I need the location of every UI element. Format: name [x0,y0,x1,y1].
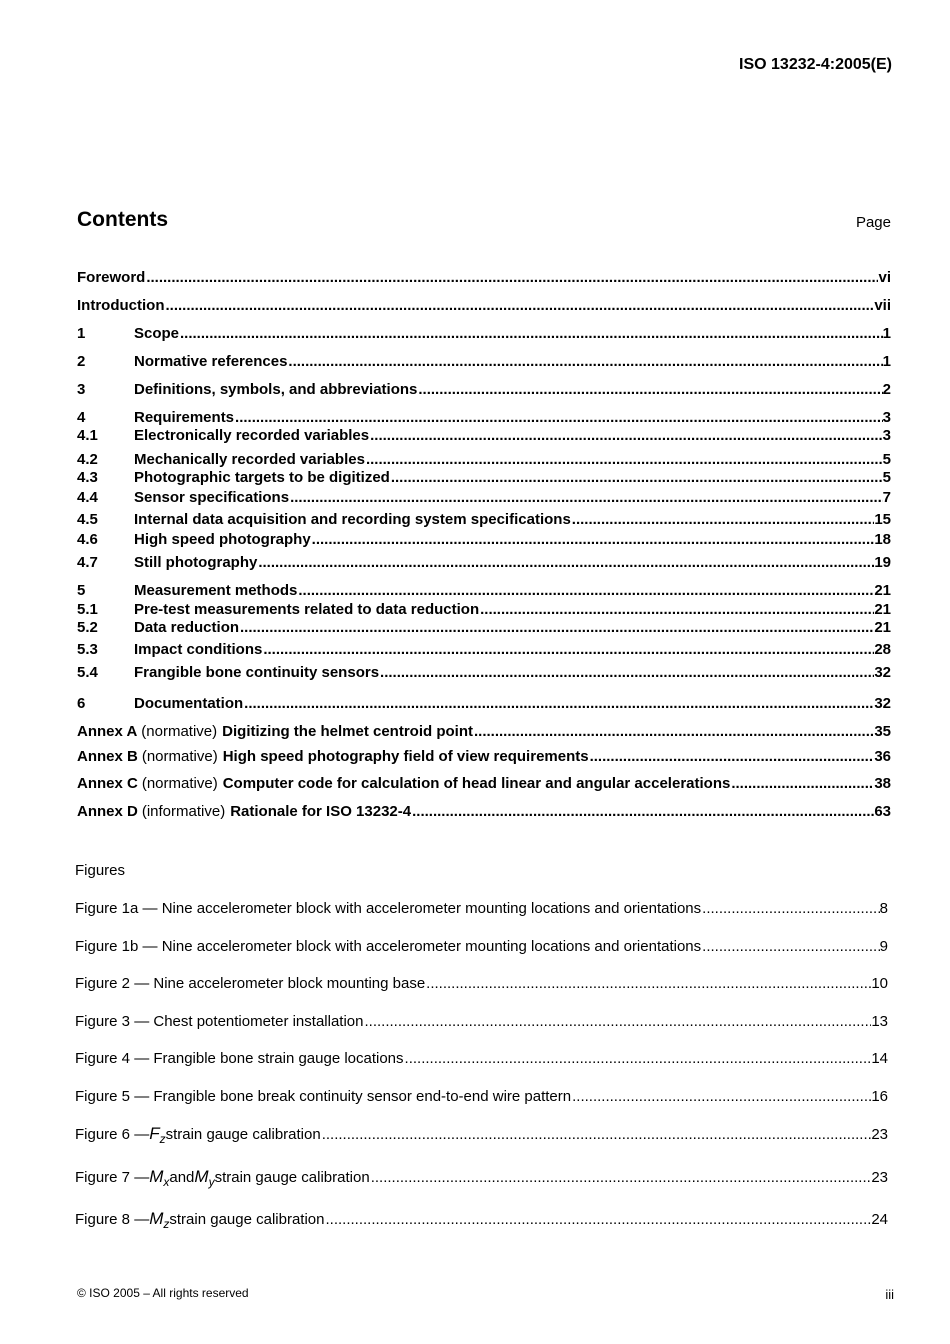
figure-entry-title: Figure 4 — Frangible bone strain gauge locations [75,1050,404,1067]
figures-heading: Figures [75,862,126,879]
toc-entry-title: Pre-test measurements related to data reduction [134,601,480,618]
toc-entry-page: 19 [874,554,891,571]
page-number: iii [885,1287,894,1302]
figure-entry-page: 24 [871,1211,888,1228]
figure-symbol-subscript: z [163,1217,170,1231]
annex-page: 38 [874,775,891,792]
toc-entry-5-3[interactable] [77,641,891,659]
figure-entry-page: 13 [871,1013,888,1030]
figure-entry-title: Figure 3 — Chest potentiometer installation [75,1013,364,1030]
toc-entry-number: 4.1 [77,427,98,444]
toc-entry-title: Internal data acquisition and recording system specifications [134,511,571,528]
toc-entry-title: Definitions, symbols, and abbreviations [134,381,418,398]
figure-entry-2[interactable] [75,975,888,993]
figure-entry-title: Figure 1a — Nine accelerometer block with accelerometer mounting locations and orientations [75,900,702,917]
figure-entry-page: 16 [871,1088,888,1105]
toc-entry-number: 5 [77,582,86,599]
toc-entry-page: 2 [882,381,891,398]
toc-entry-number: 6 [77,695,86,712]
toc-entry-page: 28 [874,641,891,658]
figure-entry-8[interactable] [75,1210,888,1229]
toc-entry-3[interactable] [77,381,891,399]
figure-entry-page: 10 [871,975,888,992]
toc-entry-5-1[interactable] [77,601,891,619]
toc-entry-title: Sensor specifications [134,489,290,506]
toc-entry-title: Scope [134,325,180,342]
toc-entry-1[interactable] [77,325,891,343]
annex-status: (normative) [141,748,218,765]
figure-entry-prefix: Figure 6 — [75,1126,150,1143]
toc-entry-title: Photographic targets to be digitized [134,469,390,486]
toc-entry-4-3[interactable] [77,469,891,487]
toc-entry-5[interactable] [77,582,891,600]
figure-entry-suffix: strain gauge calibration [165,1126,321,1143]
figure-entry-title: Figure 1b — Nine accelerometer block with accelerometer mounting locations and orientations [75,938,702,955]
toc-entry-title: Data reduction [134,619,240,636]
toc-entry-number: 1 [77,325,86,342]
figure-entry-title: Figure 5 — Frangible bone break continuity sensor end-to-end wire pattern [75,1088,572,1105]
toc-entry-5-2[interactable] [77,619,891,637]
figure-symbol: F [149,1124,160,1143]
toc-entry-title: Requirements [134,409,235,426]
figure-entry-page: 8 [879,900,888,917]
copyright-notice: © ISO 2005 – All rights reserved [77,1286,249,1300]
toc-annex-c[interactable] [77,775,891,793]
annex-page: 36 [874,748,891,765]
toc-entry-4-5[interactable] [77,511,891,529]
figure-entry-3[interactable] [75,1013,888,1031]
toc-entry-number: 4.6 [77,531,98,548]
toc-entry-number: 4.7 [77,554,98,571]
toc-entry-page: 3 [882,409,891,426]
page-column-label: Page [855,214,891,231]
toc-entry-page: 32 [874,695,891,712]
toc-entry-page: 1 [882,353,891,370]
figure-entry-title: Figure 2 — Nine accelerometer block mounting base [75,975,426,992]
figure-entry-mid: and [169,1169,195,1186]
toc-entry-page: vii [874,297,891,314]
figure-entry-page: 23 [871,1169,888,1186]
toc-entry-title: Introduction [77,297,165,314]
annex-label: Annex D [77,803,138,820]
figure-entry-6[interactable] [75,1125,888,1144]
figure-entry-prefix: Figure 7 — [75,1169,150,1186]
toc-annex-a[interactable] [77,723,891,741]
toc-entry-page: vi [878,269,891,286]
toc-entry-page: 21 [874,619,891,636]
annex-title: Digitizing the helmet centroid point [222,723,473,740]
contents-title: Contents [77,208,168,231]
figure-entry-page: 9 [879,938,888,955]
annex-label: Annex A [77,723,138,740]
toc-entry-title: Electronically recorded variables [134,427,370,444]
annex-status: (normative) [141,775,218,792]
toc-entry-title: Normative references [134,353,288,370]
toc-entry-2[interactable] [77,353,891,371]
toc-entry-page: 5 [882,451,891,468]
figure-entry-page: 23 [871,1126,888,1143]
figure-entry-7[interactable] [75,1168,888,1187]
toc-entry-6[interactable] [77,695,891,713]
figure-symbol-2-subscript: y [208,1175,215,1189]
toc-entry-number: 3 [77,381,86,398]
toc-entry-page: 18 [874,531,891,548]
figure-entry-4[interactable] [75,1050,888,1068]
toc-entry-4-6[interactable] [77,531,891,549]
figure-entry-1b[interactable] [75,938,888,956]
annex-title: Rationale for ISO 13232-4 [230,803,412,820]
figure-entry-prefix: Figure 8 — [75,1211,150,1228]
toc-annex-b[interactable] [77,748,891,766]
toc-entry-page: 5 [882,469,891,486]
toc-entry-number: 5.3 [77,641,98,658]
figure-symbol: M [149,1167,164,1186]
toc-entry-number: 2 [77,353,86,370]
annex-status: (normative) [141,723,218,740]
toc-entry-title: Foreword [77,269,146,286]
toc-entry-page: 32 [874,664,891,681]
toc-entry-4[interactable] [77,409,891,427]
toc-entry-number: 4 [77,409,86,426]
toc-entry-4-2[interactable] [77,451,891,469]
toc-entry-number: 4.5 [77,511,98,528]
annex-label: Annex C [77,775,138,792]
document-id: ISO 13232-4:2005(E) [739,56,892,73]
toc-entry-title: Still photography [134,554,258,571]
toc-entry-number: 5.2 [77,619,98,636]
toc-entry-introduction[interactable] [77,297,891,315]
annex-title: Computer code for calculation of head linear and angular accelerations [222,775,731,792]
toc-entry-4-1[interactable] [77,427,891,445]
toc-entry-title: Frangible bone continuity sensors [134,664,380,681]
figure-symbol-subscript: x [163,1175,170,1189]
toc-entry-title: Impact conditions [134,641,263,658]
toc-entry-title: High speed photography [134,531,311,548]
figure-entry-1a[interactable] [75,900,888,918]
toc-entry-page: 3 [882,427,891,444]
toc-entry-title: Documentation [134,695,244,712]
toc-entry-4-4[interactable] [77,489,891,507]
figure-symbol-subscript: z [159,1132,166,1146]
toc-entry-number: 5.4 [77,664,98,681]
annex-page: 63 [874,803,891,820]
figure-entry-suffix: strain gauge calibration [169,1211,325,1228]
toc-entry-number: 5.1 [77,601,98,618]
toc-entry-number: 4.3 [77,469,98,486]
toc-entry-title: Measurement methods [134,582,298,599]
toc-entry-number: 4.4 [77,489,98,506]
toc-entry-5-4[interactable] [77,664,891,682]
toc-entry-foreword[interactable] [77,269,891,287]
toc-entry-page: 7 [882,489,891,506]
figure-entry-5[interactable] [75,1088,888,1106]
toc-entry-title: Mechanically recorded variables [134,451,365,468]
toc-entry-4-7[interactable] [77,554,891,572]
annex-page: 35 [874,723,891,740]
toc-entry-number: 4.2 [77,451,98,468]
toc-entry-page: 21 [874,601,891,618]
figure-entry-suffix: strain gauge calibration [214,1169,370,1186]
figure-symbol: M [149,1209,164,1228]
toc-entry-page: 21 [874,582,891,599]
toc-annex-d[interactable] [77,803,891,821]
toc-entry-page: 15 [874,511,891,528]
figure-symbol-2: M [194,1167,209,1186]
toc-entry-page: 1 [882,325,891,342]
annex-label: Annex B [77,748,138,765]
figure-entry-page: 14 [871,1050,888,1067]
annex-title: High speed photography field of view requirements [222,748,589,765]
annex-status: (informative) [141,803,226,820]
